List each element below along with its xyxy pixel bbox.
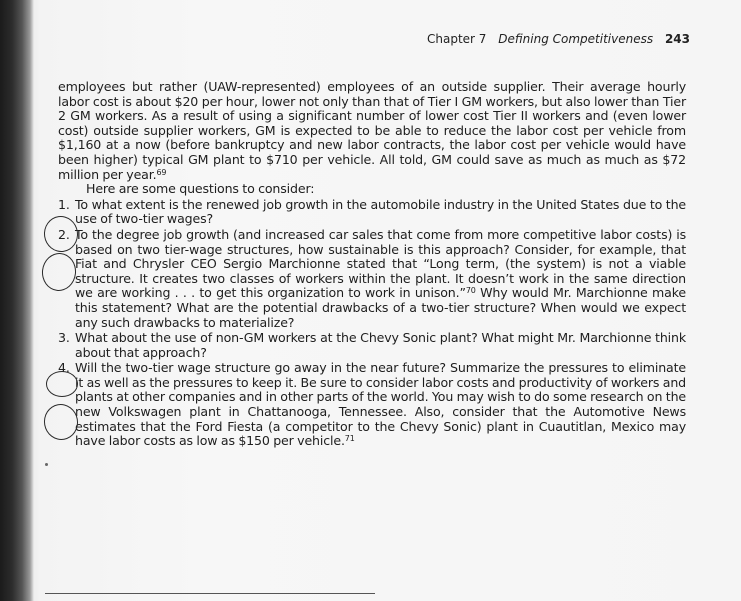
questions-lead: Here are some questions to consider:: [86, 181, 315, 197]
question-2: [58, 228, 686, 330]
footnote-ref: 69: [156, 167, 167, 177]
question-text: What about the use of non-GM workers at the Chevy Sonic plant? What might Mr. Marchionne think about that approach?: [75, 330, 686, 360]
footnote-ref: 70: [465, 286, 476, 296]
question-text: To the degree job growth (and increased car sales that come from more competitive labor costs) is based on two tier-wage structures, how sustainable is this approach? Consider, for example, that Fiat and Chrysler CEO Sergio Marchionne stated that “Long term, (the system) is not a viable structure. It creates two classes of workers within the plant. It doesn’t work in the same direction we are working . . . to get this organization to work in unison.”: [75, 226, 686, 301]
body-text: [58, 80, 686, 449]
footnote-ref: 71: [344, 434, 355, 444]
chapter-title: Defining Competitiveness: [498, 32, 654, 46]
question-3: [58, 331, 686, 360]
question-text: To what extent is the renewed job growth in the automobile industry in the United States due to the use of two-tier wages?: [75, 196, 686, 227]
chapter-label: Chapter 7: [427, 32, 487, 46]
ink-speck: [45, 463, 48, 466]
book-spine-shadow: [0, 0, 34, 601]
question-number: 2.: [58, 226, 70, 242]
question-1: [58, 198, 686, 227]
question-number: 1.: [58, 196, 70, 212]
question-text: Will the two-tier wage structure go away in the near future? Summarize the pressures to eliminate it as well as the pressures to keep it. Be sure to consider labor costs and productivity of workers and plants at other companies and in other parts of the world. You may wish to do some research on the new Volkswagen plant in Chattanooga, Tennessee. Also, consider that the Automotive News estimates that the Ford Fiesta (a competitor to the Chevy Sonic) plant in Cuautitlan, Mexico may have labor costs as low as $150 per vehicle.: [75, 360, 687, 449]
intro-paragraph: [58, 80, 686, 182]
question-text-continued: Why would Mr. Marchionne make this statement? What are the potential drawbacks of a two-tier structure? When would we expect any such drawbacks to materialize?: [75, 285, 686, 330]
question-4: [58, 361, 686, 449]
question-number: 3.: [58, 330, 70, 346]
page-number: 243: [664, 32, 690, 46]
intro-text: employees but rather (UAW-represented) employees of an outside supplier. Their average hourly labor cost is about $20 per hour, lower not only than that of Tier I GM workers, but also lower than Tier 2 GM workers. As a result of using a significant number of lower cost Tier II workers and (even lower cost) outside supplier workers, GM is expected to be able to reduce the labor cost per vehicle from $1,160 at a now (before bankruptcy and new labor contracts, the labor cost per vehicle would have been higher) typical GM plant to $710 per vehicle. All told, GM could save as much as much as $72 million per year.: [58, 79, 686, 182]
pen-circle-3: [46, 371, 78, 397]
question-number: 4.: [58, 360, 70, 376]
footnote-rule: [45, 593, 375, 594]
running-header: [380, 32, 690, 46]
